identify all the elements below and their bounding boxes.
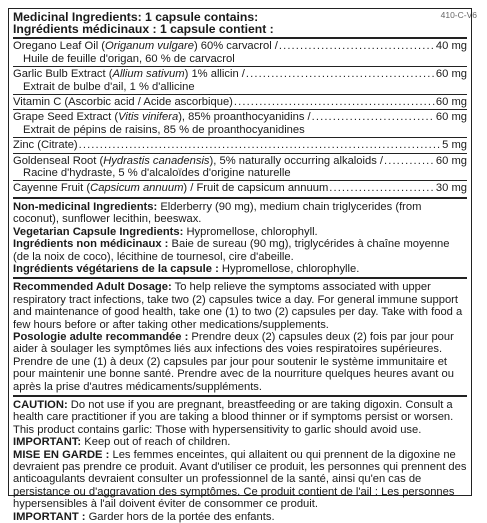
- label-panel: [8, 8, 472, 523]
- row-divider: [13, 109, 467, 110]
- dosage-label-en: Recommended Adult Dosage:: [13, 281, 172, 294]
- rule-divider: [13, 197, 467, 199]
- rule-divider: [13, 277, 467, 279]
- dot-leader: [329, 182, 435, 194]
- row-divider: [13, 66, 467, 67]
- rule-divider: [13, 37, 467, 39]
- row-divider: [13, 94, 467, 95]
- row-divider: [13, 137, 467, 138]
- dot-leader: [279, 40, 435, 52]
- caution-label-en: CAUTION:: [13, 398, 68, 411]
- ingredient-amount: 60 mg: [435, 111, 467, 124]
- caution-text-en: Do not use if you are pregnant, breastfeeding or are taking digoxin. Consult a health care practitioner if you are taking a blood thinner or if symptoms persist or worsen. This product contains garlic: Those with hypersensitivity to garlic should avoid use.: [13, 398, 454, 436]
- ingredient-latin-name: Origanum vulgare: [105, 40, 194, 53]
- ingredient-amount: 30 mg: [435, 182, 467, 195]
- nonmed-label-en: Non-medicinal Ingredients:: [13, 200, 158, 213]
- ingredient-latin-name: Hydrastis canadensis: [103, 154, 210, 167]
- important-text-fr: Garder hors de la portée des enfants.: [85, 510, 275, 523]
- ingredient-latin-name: Capsicum annuum: [90, 182, 184, 195]
- ingredient-detail: ), 5% naturally occurring alkaloids /: [209, 154, 384, 167]
- ingredient-row: [13, 111, 467, 123]
- dot-leader: [246, 68, 435, 80]
- ingredient-label: [13, 40, 278, 52]
- ingredient-french-name: Extrait de bulbe d'ail, 1 % d'allicine: [23, 80, 195, 93]
- veg-capsule-label-en: Vegetarian Capsule Ingredients:: [13, 225, 184, 238]
- dosage-label-fr: Posologie adulte recommandée :: [13, 330, 189, 343]
- ingredient-name: Grape Seed Extract (: [13, 111, 119, 124]
- ingredient-latin-name: Vitis vinifera: [118, 111, 179, 124]
- caution-label-fr: MISE EN GARDE :: [13, 448, 110, 461]
- product-code: 410-C-V6: [440, 10, 477, 20]
- medicinal-title-en: Medicinal Ingredients: 1 capsule contains:: [13, 10, 259, 24]
- ingredient-detail: ), 85% proanthocyanidins /: [178, 111, 311, 124]
- dot-leader: [234, 96, 435, 108]
- ingredient-label: [13, 155, 383, 167]
- ingredient-amount: 60 mg: [435, 96, 467, 109]
- veg-capsule-label-fr: Ingrédients végétariens de la capsule :: [13, 262, 219, 275]
- dot-leader: [384, 155, 435, 167]
- ingredient-row: [13, 182, 467, 194]
- ingredient-detail: ) 1% allicin /: [184, 68, 245, 81]
- ingredient-amount: 5 mg: [442, 139, 467, 152]
- rule-divider: [13, 395, 467, 397]
- dosage-text-fr: Prendre deux (2) capsules deux (2) fois par jour pour aider à soulager les symptômes liés aux infections des voies respiratoires supérieures. Prendre de une (1) à deux (2) capsules par jour pour soutenir le système immunitaire et pour maintenir une bonne santé. Prendre avec de la nourriture quelques heures avant ou après la prise d'autres médicaments/suppléments.: [13, 330, 454, 393]
- ingredient-detail: ) 60% carvacrol /: [193, 40, 278, 53]
- ingredient-label: [13, 182, 328, 194]
- row-divider: [13, 153, 467, 154]
- ingredient-name: Oregano Leaf Oil (: [13, 40, 106, 53]
- ingredient-row: [13, 139, 467, 151]
- row-divider: [13, 180, 467, 181]
- ingredient-amount: 60 mg: [435, 68, 467, 81]
- ingredient-latin-name: Allium sativum: [112, 68, 185, 81]
- nonmedicinal-section: [13, 201, 467, 275]
- ingredient-row: [13, 68, 467, 80]
- ingredient-amount: 60 mg: [435, 154, 467, 167]
- ingredient-label: [13, 111, 311, 123]
- ingredient-row: [13, 155, 467, 167]
- ingredient-french-name: Huile de feuille d'origan, 60 % de carvacrol: [23, 52, 235, 65]
- ingredient-label: [13, 139, 78, 151]
- caution-section: [13, 399, 467, 523]
- ingredient-name: Goldenseal Root (: [13, 154, 104, 167]
- ingredient-name: Zinc (Citrate): [13, 139, 78, 152]
- dosage-section: [13, 281, 467, 393]
- veg-capsule-text-en: Hypromellose, chlorophyll.: [183, 225, 318, 238]
- caution-text-fr: Les femmes enceintes, qui allaitent ou qui prennent de la digoxine ne devraient pas prendre ce produit. Avant d'utiliser ce produit, les personnes qui prennent des anticoagulants devraient consulter un professionnel de la santé, ainsi qu'en cas de persistance ou d'aggravation des symptômes. Ce produit contient de l'ail : Les personnes hypersensibles à l'ail doivent éviter de consommer ce produit.: [13, 448, 467, 511]
- dot-leader: [79, 139, 441, 151]
- veg-capsule-text-fr: Hypromellose, chlorophylle.: [218, 262, 360, 275]
- important-label-en: IMPORTANT:: [13, 436, 82, 449]
- ingredient-list: [13, 40, 467, 194]
- ingredient-name: Vitamin C (Ascorbic acid / Acide ascorbique): [13, 96, 233, 109]
- ingredient-label: [13, 96, 233, 108]
- medicinal-title-fr: Ingrédients médicinaux : 1 capsule contient :: [13, 22, 274, 37]
- dot-leader: [312, 111, 435, 123]
- nonmed-text-fr: Baie de sureau (90 mg), triglycérides à chaîne moyenne (de la noix de coco), lécithine de tournesol, cire d'abeille.: [13, 238, 450, 263]
- dosage-text-en: To help relieve the symptoms associated with upper respiratory tract infections, take two (2) capsules twice a day. For general immune support and maintenance of good health, take one (1) to two (2) capsules per day. Take with food a few hours before or after taking other medications/supplements.: [13, 281, 463, 331]
- ingredient-row: [13, 96, 467, 108]
- ingredient-row: [13, 40, 467, 52]
- nonmed-text-en: Elderberry (90 mg), medium chain triglycerides (from coconut), sunflower lecithin, beeswax.: [13, 200, 422, 226]
- ingredient-french-name: Extrait de pépins de raisins, 85 % de proanthocyanidines: [23, 123, 305, 136]
- ingredient-label: [13, 68, 245, 80]
- ingredient-name: Cayenne Fruit (: [13, 182, 91, 195]
- ingredient-name: Garlic Bulb Extract (: [13, 68, 113, 81]
- ingredient-detail: ) / Fruit de capsicum annuum: [183, 182, 329, 195]
- important-text-en: Keep out of reach of children.: [81, 436, 231, 449]
- ingredient-amount: 40 mg: [435, 40, 467, 53]
- nonmed-label-fr: Ingrédients non médicinaux :: [13, 238, 169, 251]
- ingredient-french-name: Racine d'hydraste, 5 % d'alcaloïdes d'origine naturelle: [23, 167, 291, 180]
- important-label-fr: IMPORTANT :: [13, 510, 86, 523]
